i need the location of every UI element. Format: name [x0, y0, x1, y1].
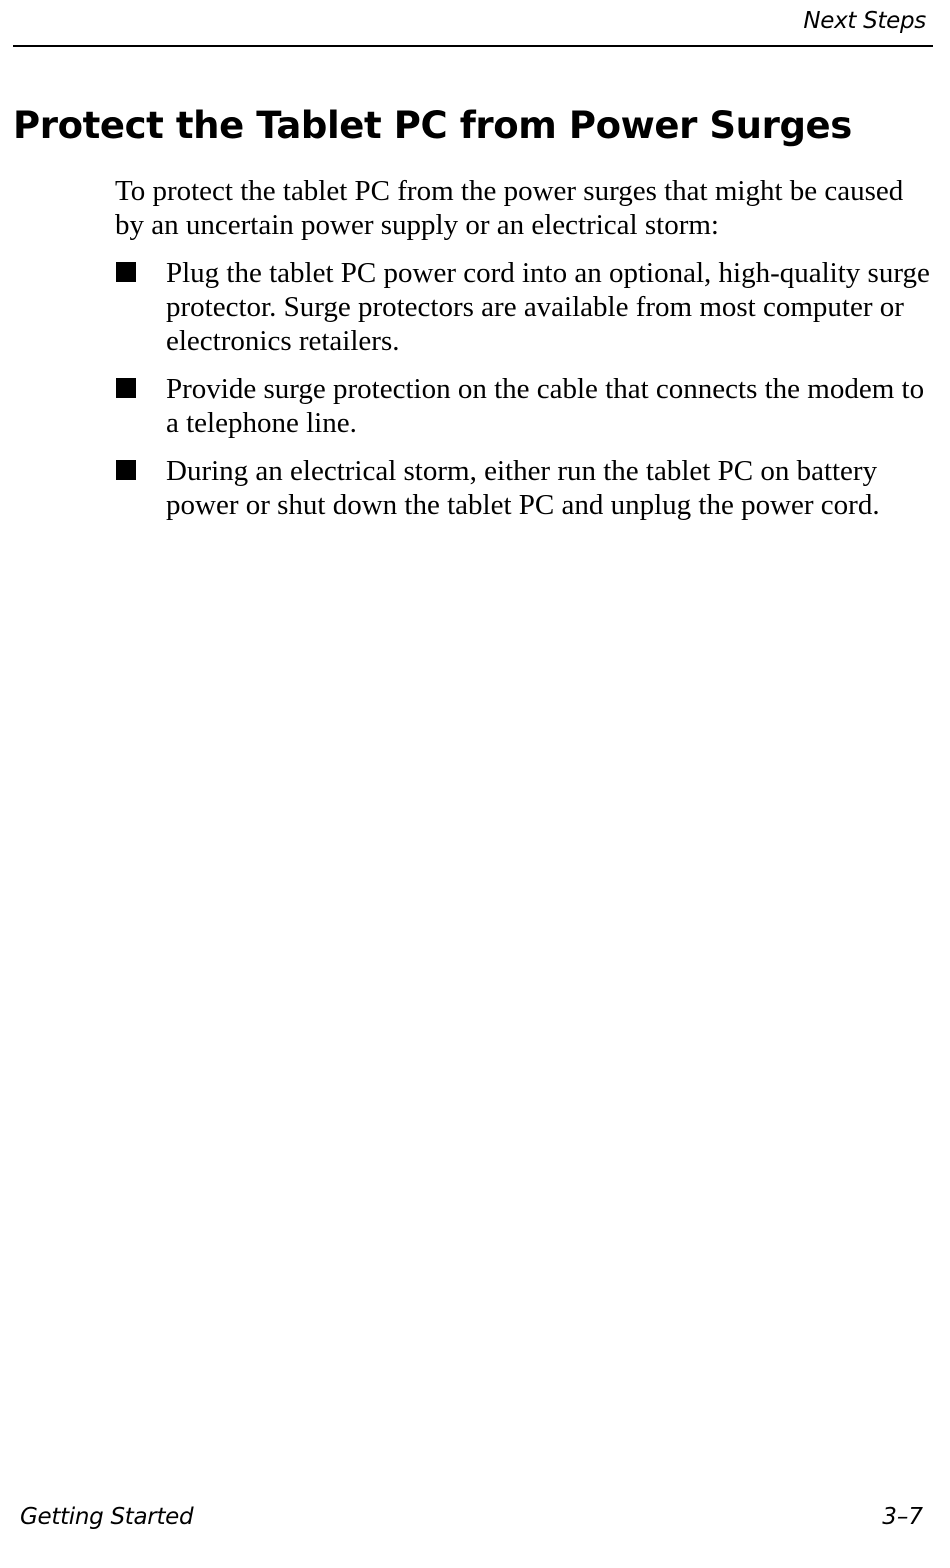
- header-rule: [13, 45, 933, 47]
- footer-page-number: 3–7: [882, 1504, 923, 1530]
- running-header: Next Steps: [803, 8, 926, 34]
- intro-paragraph: To protect the tablet PC from the power surges that might be caused by an uncertain power supply or an electrical storm:: [115, 175, 904, 241]
- list-item: [115, 256, 935, 358]
- section-heading: Protect the Tablet PC from Power Surges: [13, 104, 852, 147]
- square-bullet-icon: [116, 460, 136, 480]
- list-item-text: During an electrical storm, either run the tablet PC on battery power or shut down the tablet PC and unplug the power cord.: [166, 455, 880, 521]
- bullet-list: [115, 256, 935, 522]
- square-bullet-icon: [116, 262, 136, 282]
- list-item: [115, 372, 935, 440]
- list-item-text: Plug the tablet PC power cord into an optional, high-quality surge protector. Surge protectors are available from most computer or electronics retailers.: [166, 257, 930, 357]
- square-bullet-icon: [116, 378, 136, 398]
- list-item-text: Provide surge protection on the cable that connects the modem to a telephone line.: [166, 373, 925, 439]
- section-body: [115, 174, 935, 536]
- footer-book-title: Getting Started: [20, 1504, 194, 1530]
- list-item: [115, 454, 935, 522]
